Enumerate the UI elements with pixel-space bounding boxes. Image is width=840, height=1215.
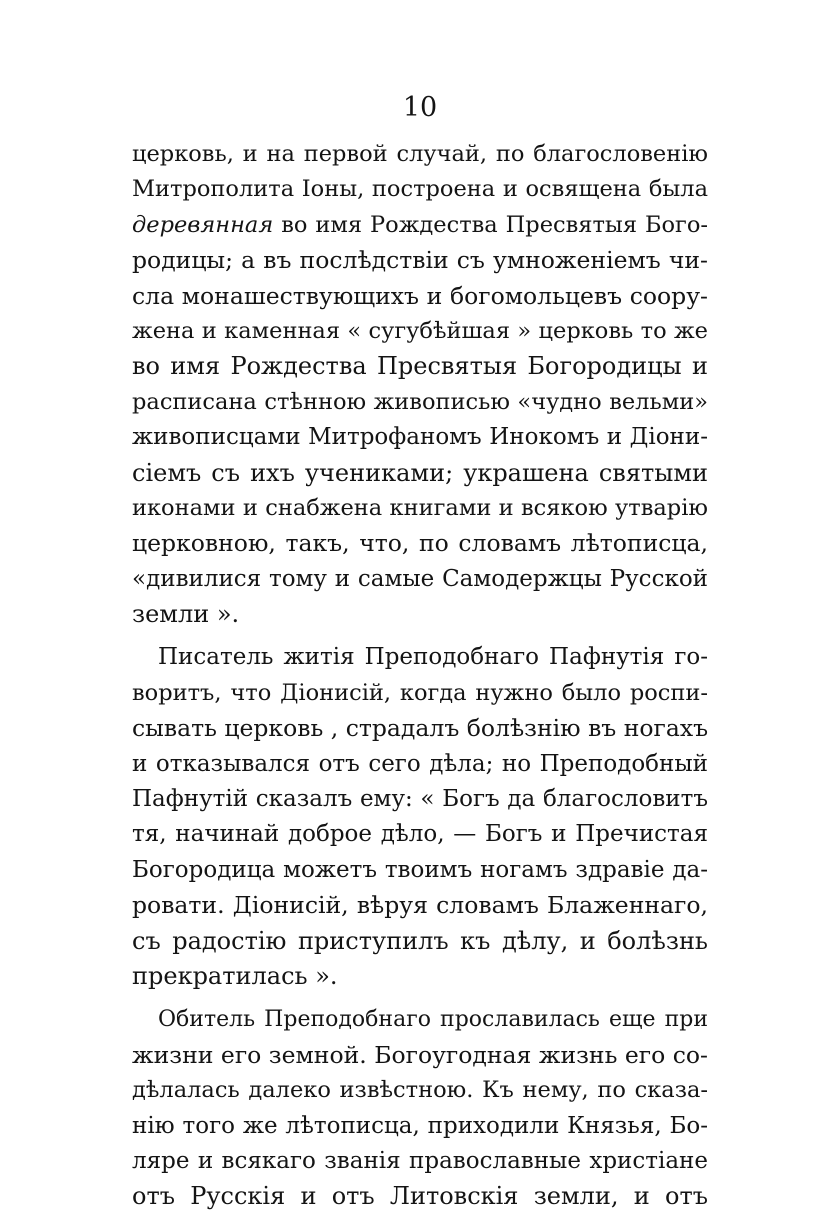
- text-line: воритъ, что Діонисій, когда нужно было роспи-: [132, 679, 708, 706]
- text-line: земли ».: [132, 600, 240, 629]
- text-line: во имя Рождества Пресвятыя Богородицы и: [132, 352, 708, 381]
- text-line: ровати. Діонисій, вѣруя словамъ Блаженнаго,: [132, 891, 708, 920]
- text-line: «дивилися тому и самые Самодержцы Русской: [132, 565, 708, 592]
- text-line: нію того же лѣтописца, приходили Князья, Бо-: [132, 1112, 708, 1139]
- paragraph-3: [132, 1002, 708, 1214]
- text-line: родицы; а въ послѣдствіи съ умноженіемъ чи-: [132, 246, 708, 275]
- text-line: дѣлалась далеко извѣстною. Къ нему, по сказа-: [132, 1077, 708, 1104]
- text-line: церковь, и на первой случай, по благословенію: [132, 141, 708, 167]
- paragraph-2: [132, 640, 708, 994]
- text-line: Писатель житія Преподобнаго Пафнутія го-: [158, 644, 708, 671]
- body-text: [132, 137, 708, 1215]
- text-line: Пафнутій сказалъ ему: « Богъ да благословитъ: [132, 786, 708, 813]
- text-line: иконами и снабжена книгами и всякою утварію: [132, 494, 708, 521]
- text-line: Обитель Преподобнаго прославилась еще при: [158, 1007, 708, 1033]
- text-line: сывать церковь , страдалъ болѣзнію въ ногахъ: [132, 714, 709, 743]
- text-line: тя, начинай доброе дѣло, — Богъ и Пречистая: [132, 821, 708, 848]
- text-line: жизни его земной. Богоугодная жизнь его со-: [132, 1040, 708, 1069]
- italic-word: деревянная: [132, 211, 274, 238]
- page-number: 10: [402, 92, 438, 123]
- text-line: Митрополита Іоны, построена и освящена была: [132, 176, 708, 203]
- text-line: отъ Русскія и отъ Литовскія земли, и отъ: [132, 1182, 708, 1211]
- paragraph-gap: [132, 632, 708, 640]
- text-line: церковною, такъ, что, по словамъ лѣтописца,: [132, 529, 708, 558]
- text-line-rest: во имя Рождества Пресвятыя Бого-: [281, 211, 708, 238]
- text-line: сла монашествующихъ и богомольцевъ соору-: [132, 281, 708, 310]
- text-line: Богородица можетъ твоимъ ногамъ здравіе да-: [132, 856, 708, 883]
- text-line: жена и каменная « сугубѣйшая » церковь то же: [132, 317, 708, 344]
- paragraph-gap: [132, 994, 708, 1002]
- text-line: расписана стѣнною живописью «чудно вельми»: [132, 388, 708, 415]
- text-line-with-italic: [132, 208, 708, 243]
- text-line: прекратилась ».: [132, 961, 338, 990]
- text-line: ляре и всякаго званія православные христіане: [132, 1147, 708, 1174]
- text-line: сіемъ съ ихъ учениками; украшена святыми: [132, 458, 708, 487]
- paragraph-1: [132, 137, 708, 632]
- text-line: и отказывался отъ сего дѣла; но Преподобный: [132, 750, 708, 777]
- text-line: съ радостію приступилъ къ дѣлу, и болѣзнь: [132, 926, 708, 955]
- text-line: живописцами Митрофаномъ Инокомъ и Діони-: [132, 424, 708, 451]
